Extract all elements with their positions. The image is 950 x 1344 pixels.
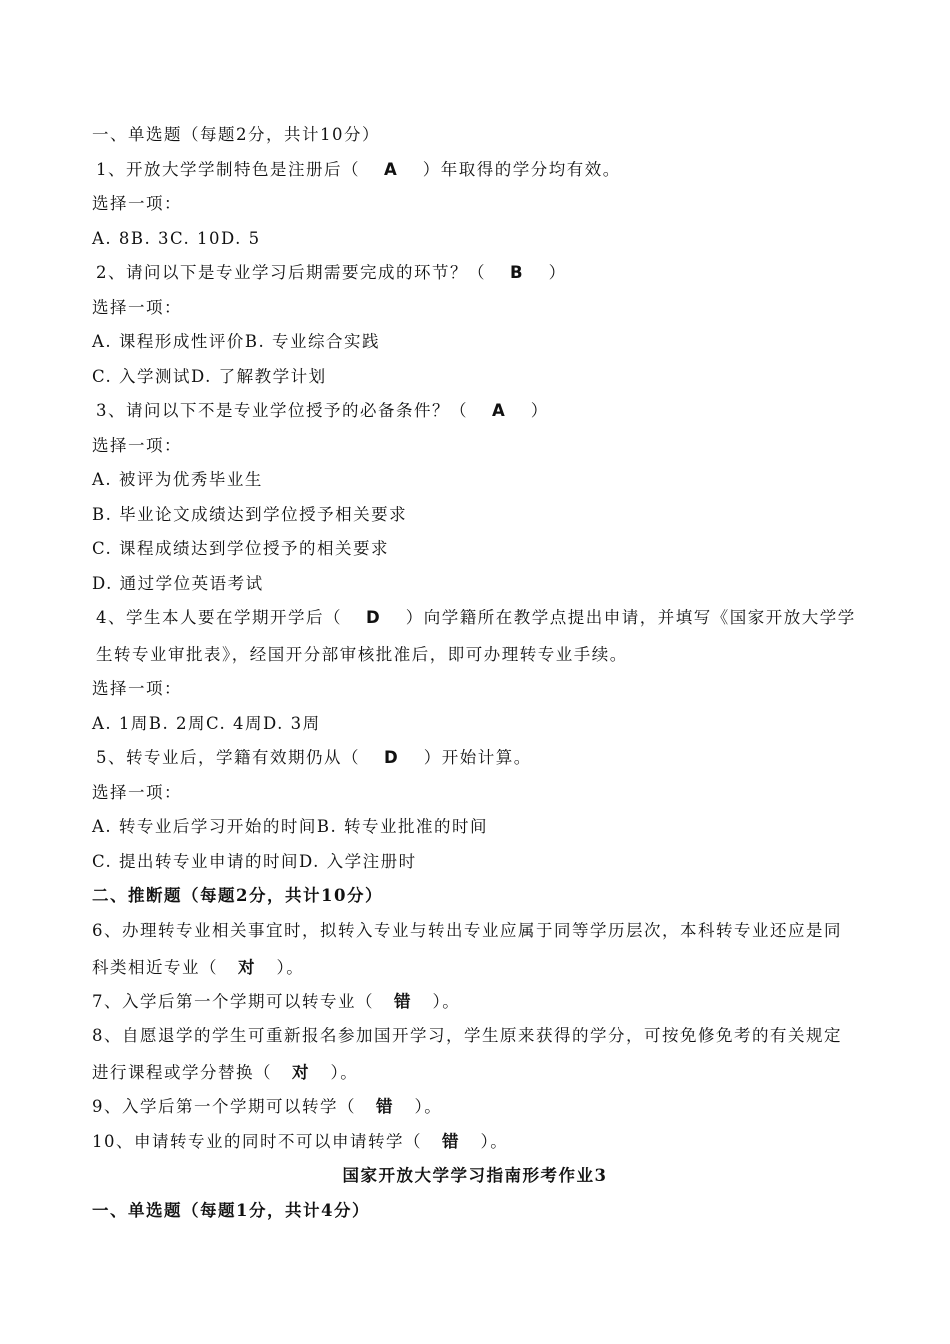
question-10 bbox=[92, 1131, 858, 1152]
answer: 错 bbox=[394, 991, 411, 1011]
answer: 错 bbox=[376, 1097, 393, 1116]
answer: 错 bbox=[442, 1131, 459, 1151]
answer: 对 bbox=[292, 1063, 309, 1082]
question-text-tail: ）向学籍所在教学点提出申请，并填写《国家开放大学学生转专业审批表》，经国开分部审核批准后，即可办理转专业手续。 bbox=[96, 608, 856, 664]
question-text-tail: ）。 bbox=[330, 1063, 359, 1082]
option-b: B. 毕业论文成绩达到学位授予相关要求 bbox=[92, 504, 408, 524]
section-heading: 二、推断题（每题2分，共计10分） bbox=[92, 886, 383, 905]
question-4 bbox=[92, 599, 858, 673]
answer: B bbox=[510, 263, 523, 282]
question-text: 7、入学后第一个学期可以转专业（ bbox=[92, 991, 374, 1011]
question-text-tail: ）。 bbox=[480, 1131, 509, 1151]
choice-prompt: 选择一项： bbox=[92, 297, 182, 317]
question-text-tail: ）。 bbox=[432, 991, 461, 1011]
question-text: 3、请问以下不是专业学位授予的必备条件？（ bbox=[96, 401, 468, 420]
options: A. 1周B. 2周C. 4周D. 3周 bbox=[92, 713, 321, 733]
question-text: 6、办理转专业相关事宜时，拟转入专业与转出专业应属于同等学历层次，本科转专业还应是同科类相近专业（ bbox=[92, 920, 842, 977]
answer: 对 bbox=[238, 957, 255, 977]
question-text-tail: ） bbox=[548, 263, 567, 282]
choice-prompt: 选择一项： bbox=[92, 679, 182, 698]
question-text-tail: ）年取得的学分均有效。 bbox=[422, 159, 621, 179]
question-text-tail: ）。 bbox=[414, 1097, 443, 1116]
question-text: 5、转专业后，学籍有效期仍从（ bbox=[96, 748, 360, 767]
options: C. 提出转专业申请的时间D. 入学注册时 bbox=[92, 851, 417, 871]
question-2 bbox=[92, 262, 858, 283]
question-text: 4、学生本人要在学期开学后（ bbox=[96, 608, 342, 627]
option-a: A. 被评为优秀毕业生 bbox=[92, 470, 263, 489]
question-9 bbox=[92, 1096, 858, 1117]
options: A. 转专业后学习开始的时间B. 转专业批准的时间 bbox=[92, 817, 489, 836]
choice-prompt: 选择一项： bbox=[92, 782, 182, 802]
question-text: 2、请问以下是专业学习后期需要完成的环节？（ bbox=[96, 263, 486, 282]
answer: D bbox=[384, 748, 398, 767]
section-heading: 一、单选题（每题2分，共计10分） bbox=[92, 125, 380, 144]
question-text: 8、自愿退学的学生可重新报名参加国开学习，学生原来获得的学分，可按免修免考的有关规定进行课程或学分替换（ bbox=[92, 1026, 842, 1082]
option-c: C. 课程成绩达到学位授予的相关要求 bbox=[92, 539, 390, 558]
answer: A bbox=[384, 159, 397, 179]
answer: D bbox=[366, 608, 380, 627]
option-d: D. 通过学位英语考试 bbox=[92, 573, 264, 593]
choice-prompt: 选择一项： bbox=[92, 435, 182, 455]
choice-prompt: 选择一项： bbox=[92, 194, 182, 213]
question-6 bbox=[92, 912, 858, 986]
question-1 bbox=[92, 159, 858, 180]
question-text: 1、开放大学学制特色是注册后（ bbox=[96, 159, 360, 179]
question-text: 9、入学后第一个学期可以转学（ bbox=[92, 1097, 356, 1116]
question-5 bbox=[92, 747, 858, 768]
options: A. 课程形成性评价B. 专业综合实践 bbox=[92, 332, 381, 351]
assignment-title: 国家开放大学学习指南形考作业3 bbox=[342, 1166, 608, 1185]
question-text-tail: ）。 bbox=[276, 957, 305, 977]
question-8 bbox=[92, 1017, 858, 1091]
question-3 bbox=[92, 400, 858, 421]
question-text-tail: ）开始计算。 bbox=[423, 748, 532, 767]
question-text-tail: ） bbox=[530, 401, 549, 420]
question-7 bbox=[92, 991, 858, 1012]
options: A. 8B. 3C. 10D. 5 bbox=[92, 228, 261, 248]
question-text: 10、申请转专业的同时不可以申请转学（ bbox=[92, 1131, 422, 1151]
options: C. 入学测试D. 了解教学计划 bbox=[92, 366, 327, 386]
section-heading: 一、单选题（每题1分，共计4分） bbox=[92, 1200, 370, 1220]
answer: A bbox=[492, 401, 505, 420]
